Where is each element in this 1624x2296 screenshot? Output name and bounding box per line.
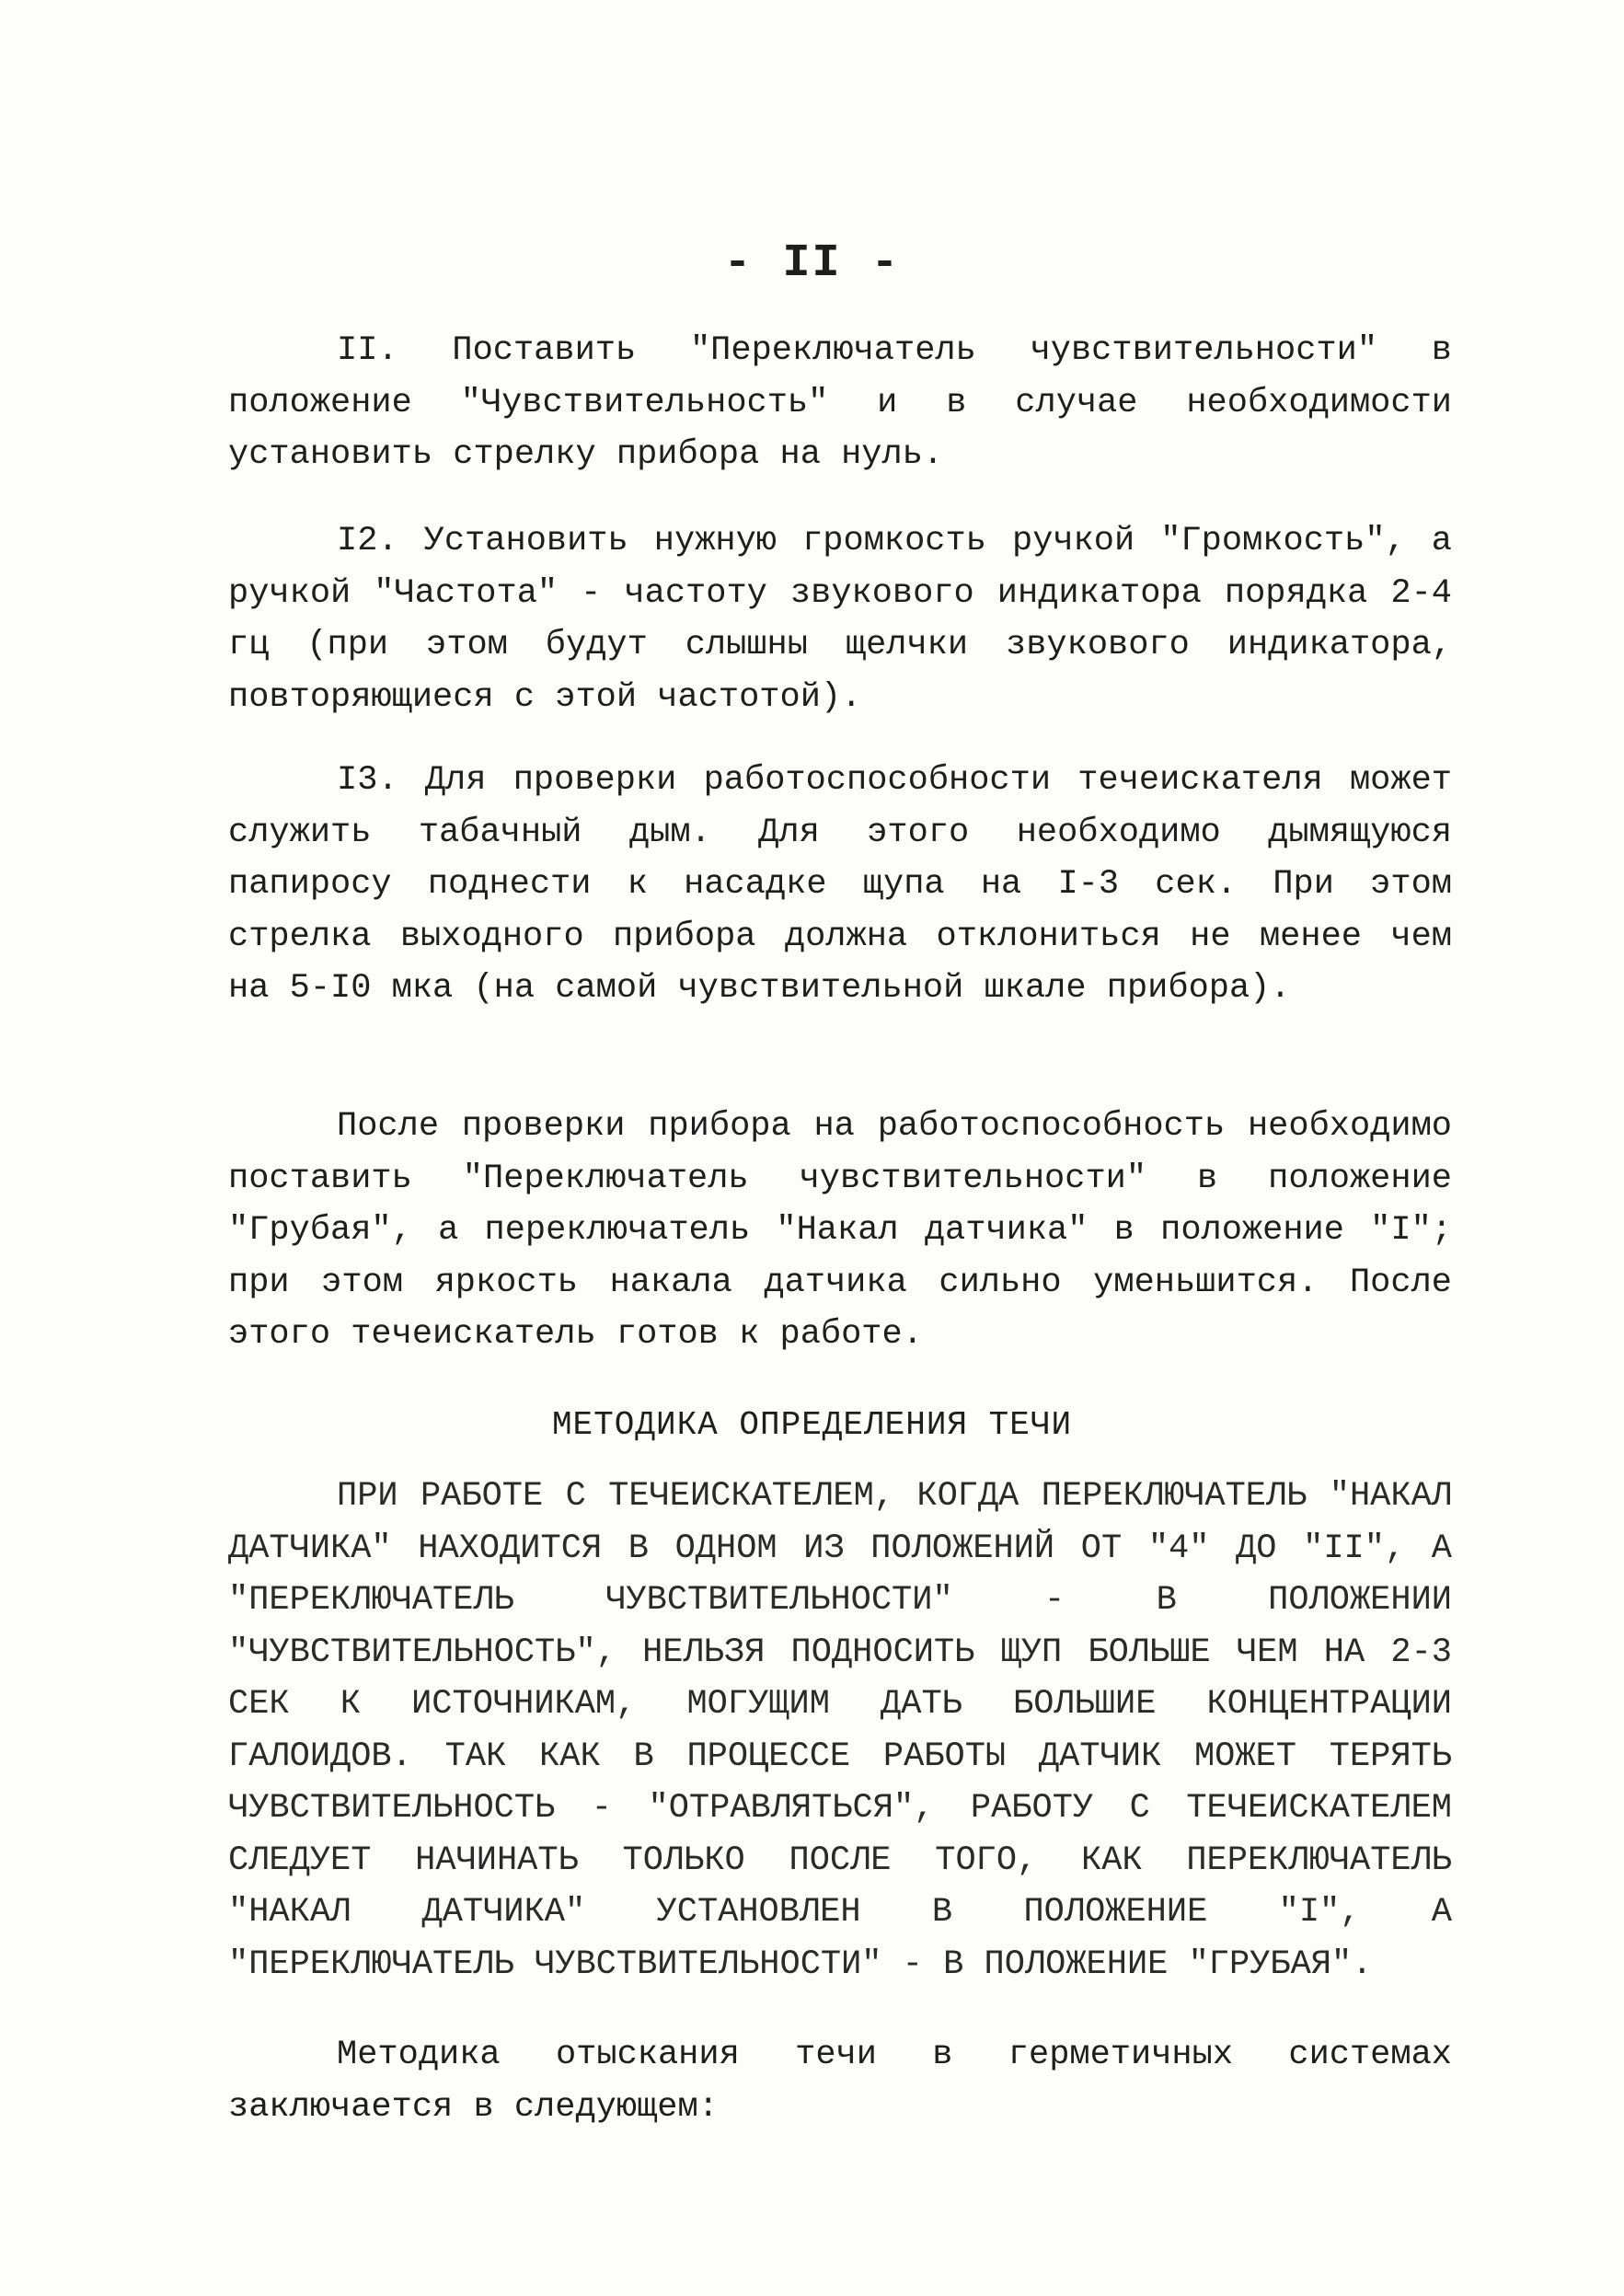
paragraph-step-11: II. Поставить "Переключатель чувствительности" в положение "Чувствительность" и в случае необходимости установить стрелку прибора на нуль. bbox=[228, 331, 1452, 474]
page-number: - II - bbox=[723, 237, 901, 290]
paragraph-step-12: I2. Установить нужную громкость ручкой "Громкость", а ручкой "Частота" - частоту звукового индикатора порядка 2-4 гц (при этом будут слышны щелчки звукового индикатора, повторяющиеся с этой частотой). bbox=[228, 522, 1452, 717]
paragraph-method-intro: Методика отыскания течи в герметичных системах заключается в следующем: bbox=[228, 2036, 1452, 2127]
paragraph-warning-caps: ПРИ РАБОТЕ С ТЕЧЕИСКАТЕЛЕМ, КОГДА ПЕРЕКЛЮЧАТЕЛЬ "НАКАЛ ДАТЧИКА" НАХОДИТСЯ В ОДНОМ ИЗ ПОЛОЖЕНИЙ ОТ "4" ДО "II", А "ПЕРЕКЛЮЧАТЕЛЬ ЧУВСТВИТЕЛЬНОСТИ" - В ПОЛОЖЕНИИ "ЧУВСТВИТЕЛЬНОСТЬ", НЕЛЬЗЯ ПОДНОСИТЬ ЩУП БОЛЬШЕ ЧЕМ НА 2-3 СЕК К ИСТОЧНИКАМ, МОГУЩИМ ДАТЬ БОЛЬШИЕ КОНЦЕНТРАЦИИ ГАЛОИДОВ. ТАК КАК В ПРОЦЕССЕ РАБОТЫ ДАТЧИК МОЖЕТ ТЕРЯТЬ ЧУВСТВИТЕЛЬНОСТЬ - "ОТРАВЛЯТЬСЯ", РАБОТУ С ТЕЧЕИСКАТЕЛЕМ СЛЕДУЕТ НАЧИНАТЬ ТОЛЬКО ПОСЛЕ ТОГО, КАК ПЕРЕКЛЮЧАТЕЛЬ "НАКАЛ ДАТЧИКА" УСТАНОВЛЕН В ПОЛОЖЕНИЕ "I", А "ПЕРЕКЛЮЧАТЕЛЬ ЧУВСТВИТЕЛЬНОСТИ" - В ПОЛОЖЕНИЕ "ГРУБАЯ". bbox=[228, 1477, 1452, 1984]
section-heading: МЕТОДИКА ОПРЕДЕЛЕНИЯ ТЕЧИ bbox=[551, 1406, 1073, 1444]
paragraph-after-check: После проверки прибора на работоспособность необходимо поставить "Переключатель чувствительности" в положение "Грубая", а переключатель "Накал датчика" в положение "I"; при этом яркость накала датчика сильно уменьшится. После этого течеискатель готов к работе. bbox=[228, 1107, 1452, 1354]
paragraph-step-13: I3. Для проверки работоспособности течеискателя может служить табачный дым. Для этого необходимо дымящуюся папиросу поднести к насадке щупа на I-3 сек. При этом стрелка выходного прибора должна отклониться не менее чем на 5-I0 мка (на самой чувствительной шкале прибора). bbox=[228, 761, 1452, 1008]
